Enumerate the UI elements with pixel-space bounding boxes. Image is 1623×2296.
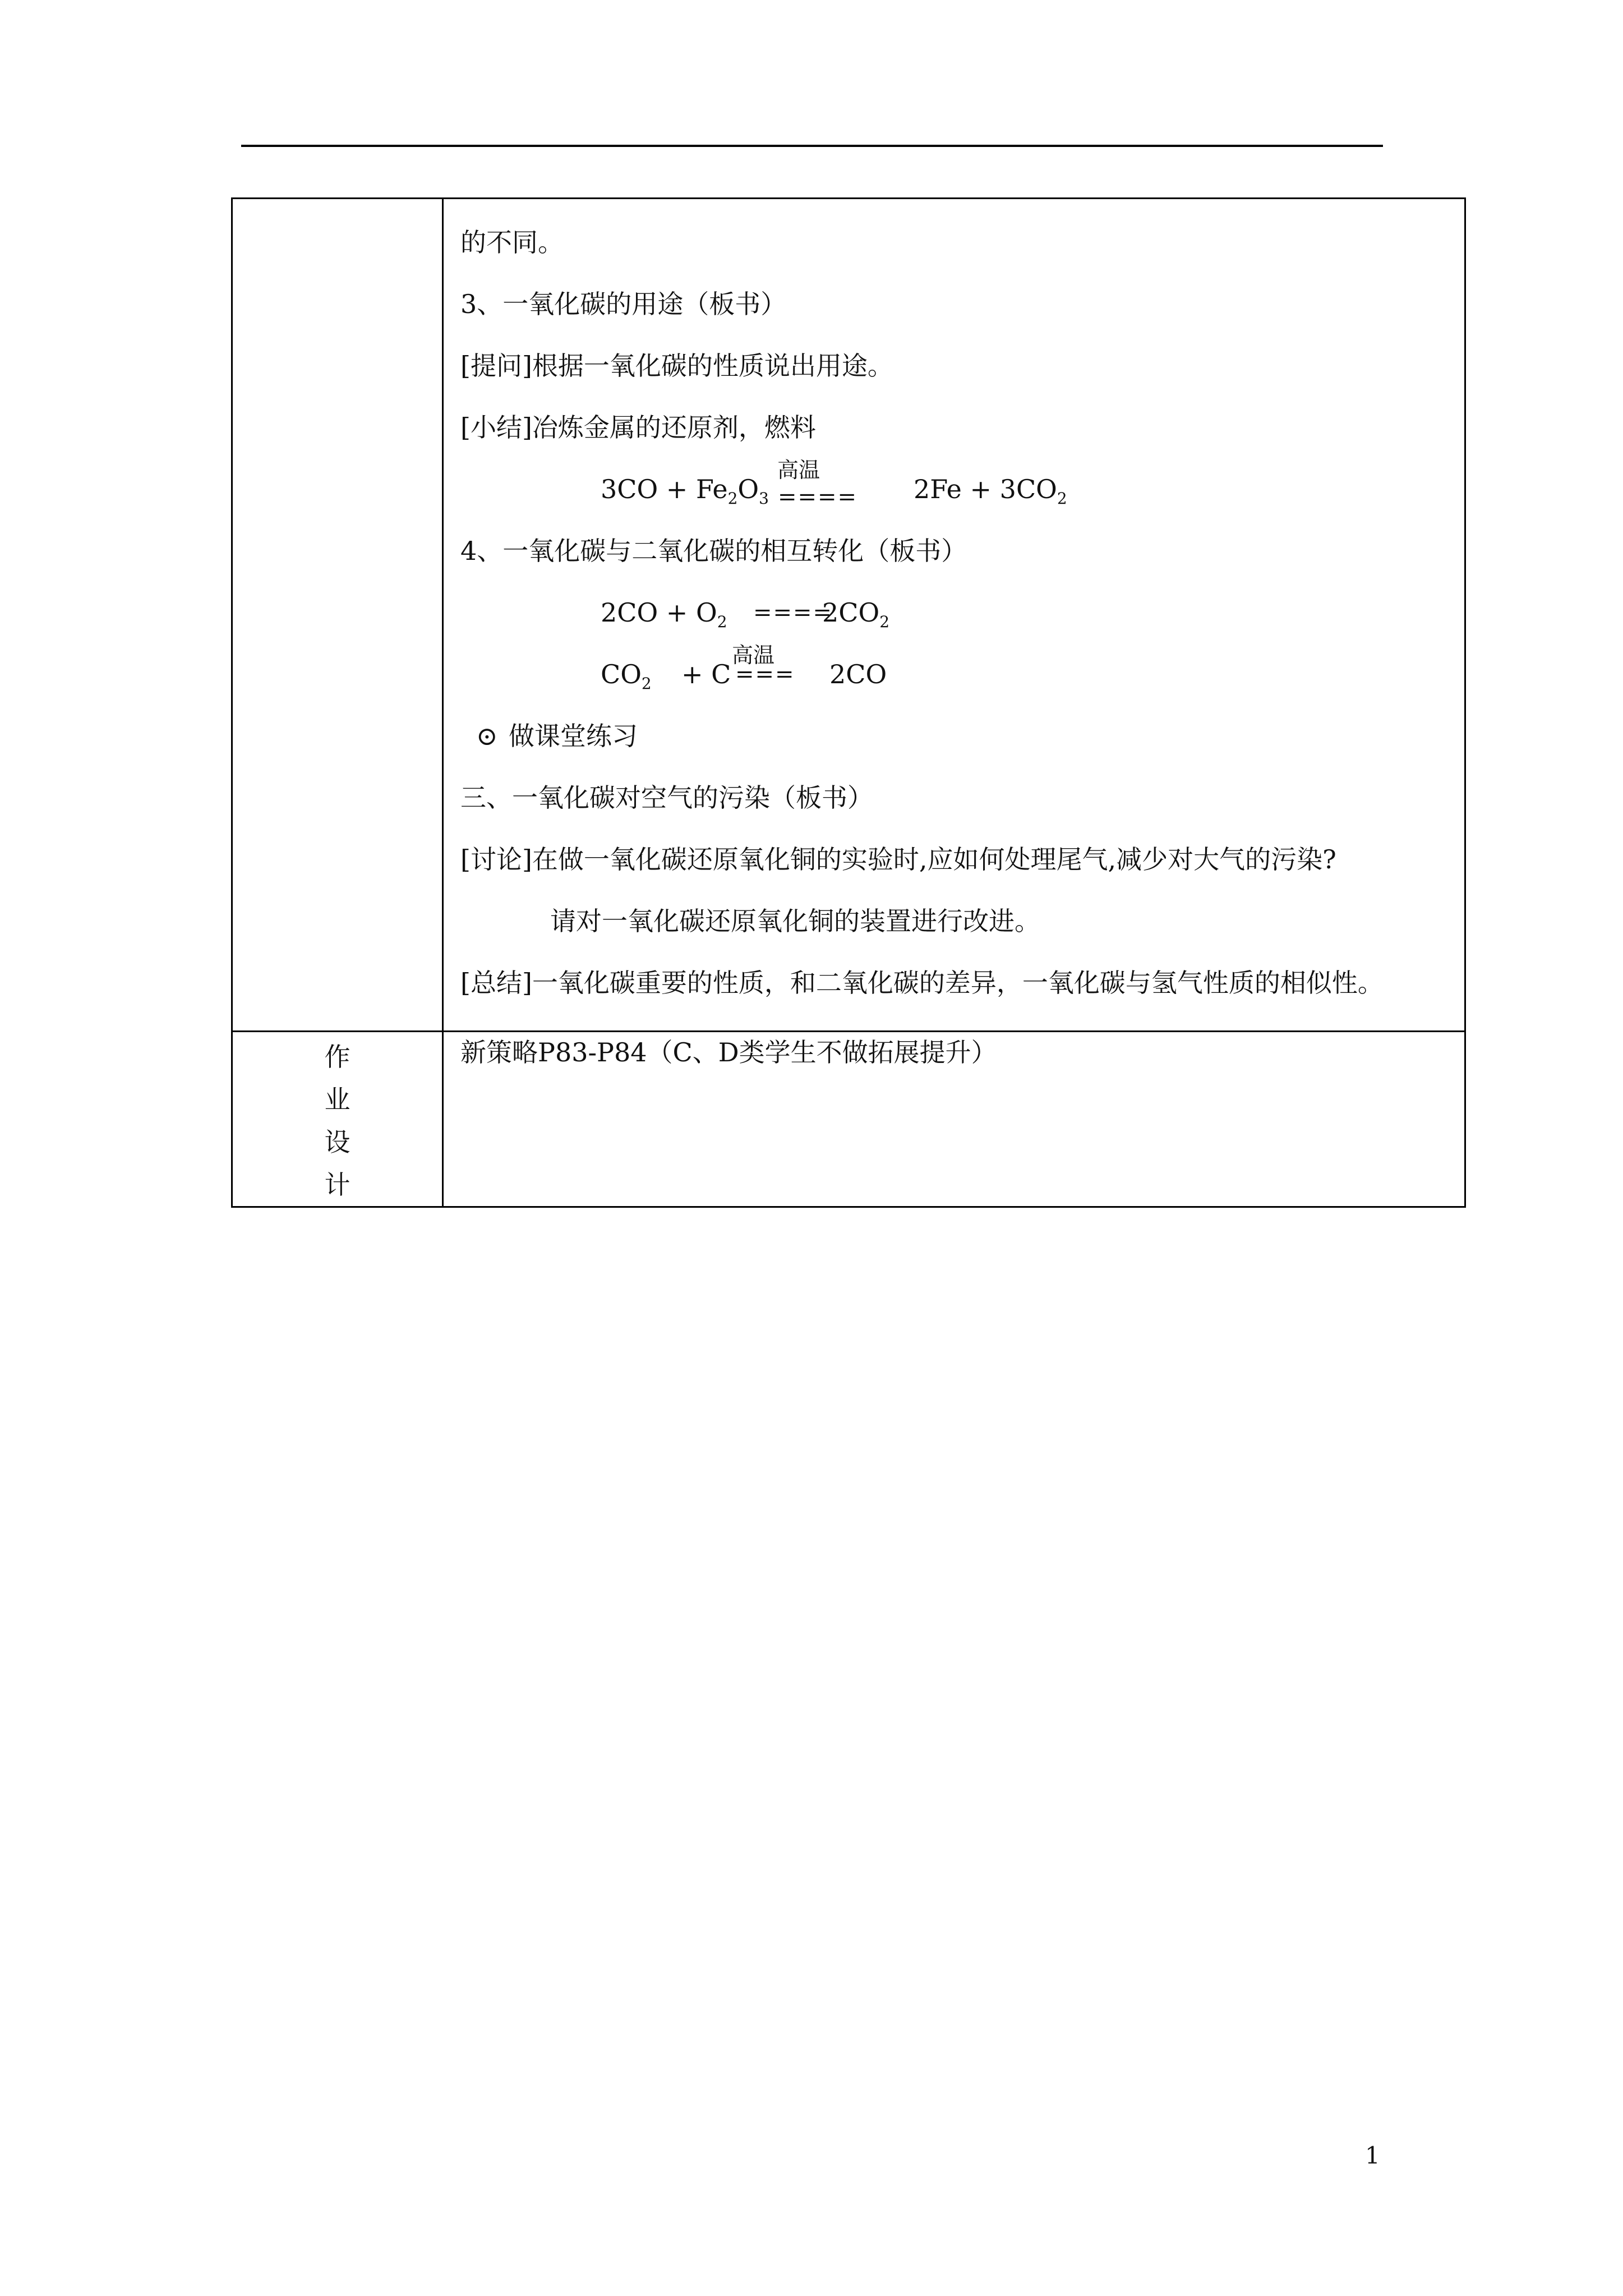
- equation-left: $CO_2$: [601, 659, 652, 693]
- equation-co-combustion: [460, 582, 1450, 643]
- equation-plus-carbon: + C: [681, 659, 731, 689]
- equation-right: $2CO_2$: [822, 597, 890, 632]
- homework-label-char: 业: [324, 1084, 351, 1115]
- exercise-text: 做课堂练习: [509, 721, 638, 751]
- header-rule: [241, 145, 1383, 147]
- homework-label-char: 设: [324, 1127, 351, 1157]
- discussion-line: [讨论]在做一氧化碳还原氧化铜的实验时,应如何处理尾气,减少对大气的污染?: [460, 844, 1336, 875]
- section-heading-conversion: 4、一氧化碳与二氧化碳的相互转化（板书）: [460, 536, 967, 566]
- section-heading-uses: 3、一氧化碳的用途（板书）: [460, 289, 787, 319]
- question-line: [提问]根据一氧化碳的性质说出用途。: [460, 351, 893, 381]
- text-line: 的不同。: [460, 227, 564, 257]
- homework-label-cell: [232, 1032, 443, 1207]
- section-heading-pollution: 三、一氧化碳对空气的污染（板书）: [460, 783, 873, 813]
- process-label-cell: [232, 199, 443, 1032]
- reaction-equals: ====: [778, 484, 858, 510]
- homework-label-char: 计: [324, 1170, 351, 1200]
- conclusion-line: [总结]一氧化碳重要的性质，和二氧化碳的差异，一氧化碳与氢气性质的相似性。: [460, 968, 1384, 998]
- equation-right: $2Fe + 3CO_2$: [914, 474, 1067, 508]
- summary-line: [小结]冶炼金属的还原剂，燃料: [460, 412, 816, 443]
- equation-right: 2CO: [829, 659, 887, 689]
- circled-dot-icon: ⊙: [476, 721, 498, 751]
- homework-label-char: 作: [324, 1042, 351, 1072]
- lesson-plan-table: [231, 197, 1466, 1208]
- process-content-cell: [443, 199, 1465, 1032]
- page-number: 1: [1365, 2142, 1380, 2169]
- homework-text: 新策略P83-P84（C、D类学生不做拓展提升）: [460, 1037, 997, 1068]
- equation-left: $3CO + Fe_2O_3$: [601, 474, 769, 508]
- reaction-equals: ===: [735, 661, 795, 687]
- equation-left: $2CO + O_2$: [601, 597, 727, 632]
- homework-row: [232, 1032, 1465, 1207]
- equation-co2-carbon: [460, 643, 1450, 705]
- reaction-condition: 高温: [777, 458, 820, 482]
- equation-reduction-iron-oxide: [460, 458, 1450, 520]
- homework-content-cell: [443, 1032, 1465, 1207]
- process-row: [232, 199, 1465, 1032]
- discussion-followup-line: 请对一氧化碳还原氧化铜的装置进行改进。: [550, 906, 1040, 936]
- reaction-condition: 高温: [732, 643, 775, 668]
- reaction-equals: ====: [753, 600, 833, 625]
